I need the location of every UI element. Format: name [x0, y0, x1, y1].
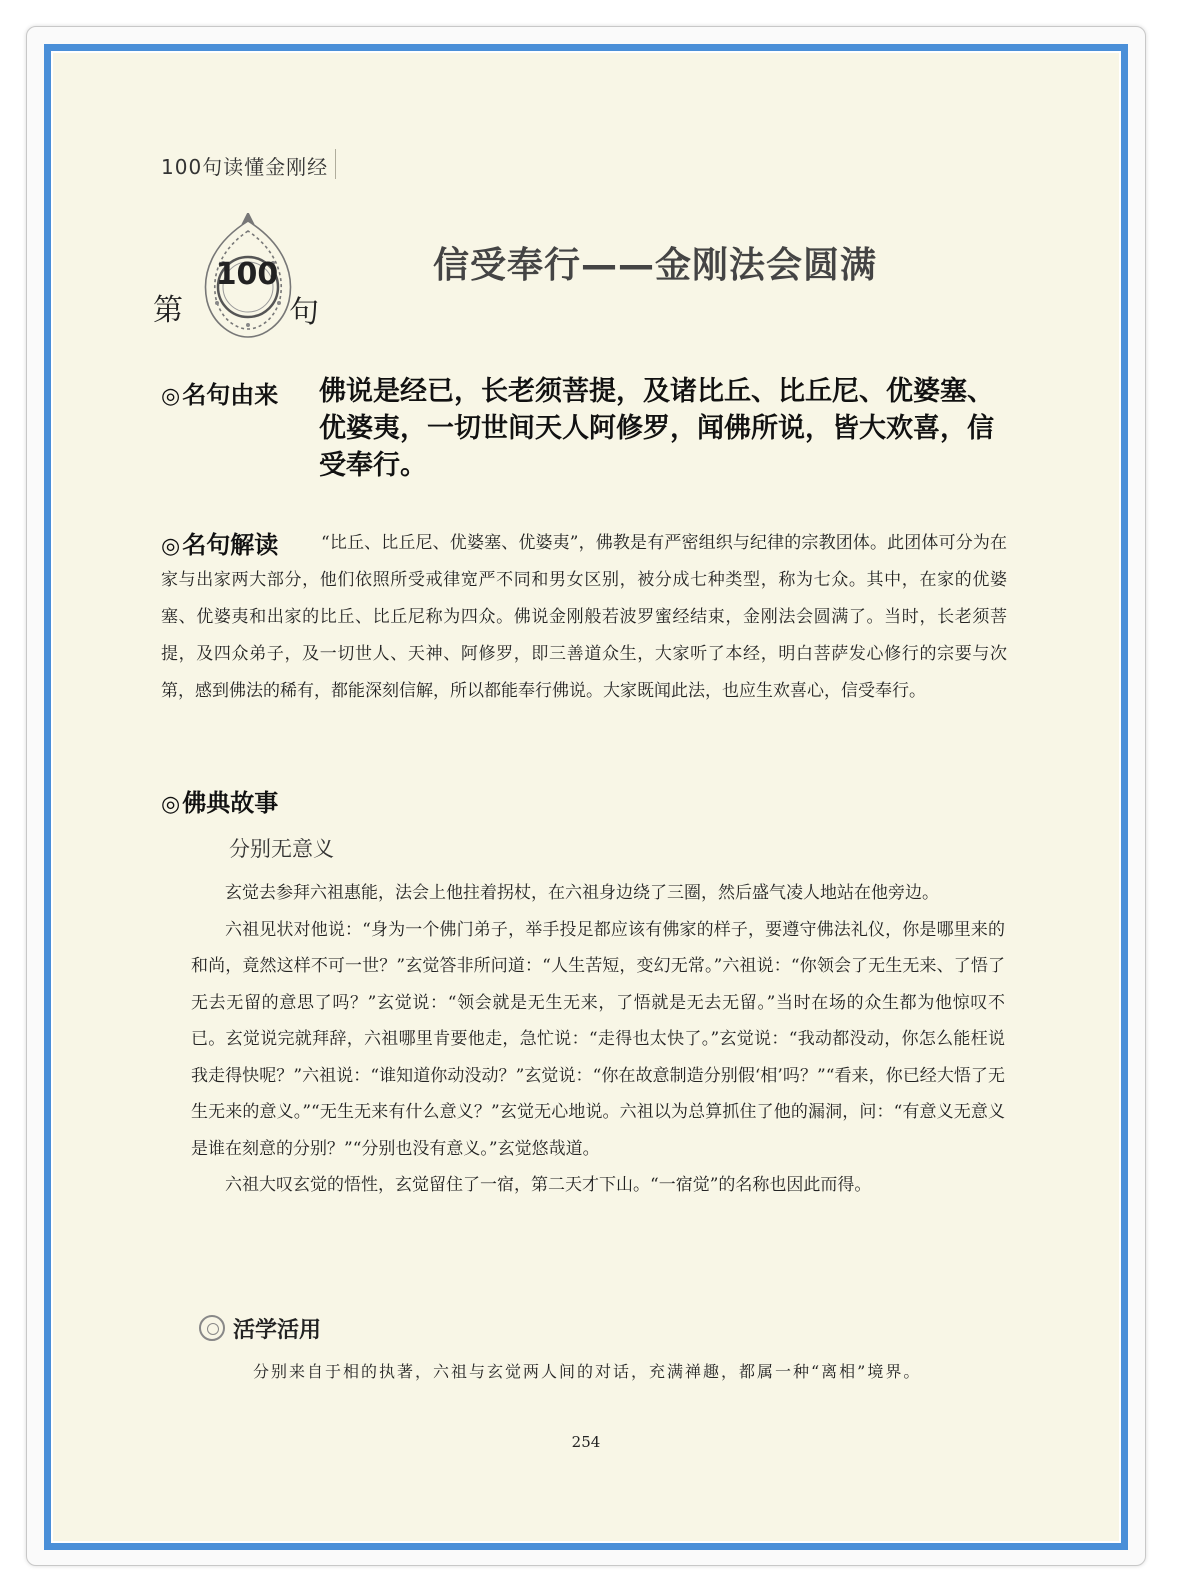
- paper: [51, 51, 1121, 1543]
- bullseye-icon: ◎: [161, 792, 181, 817]
- story-paragraph: 六祖大叹玄觉的悟性，玄觉留住了一宿，第二天才下山。“一宿觉”的名称也因此而得。: [225, 1175, 872, 1195]
- chapter-title: 信受奉行——金刚法会圆满: [433, 245, 878, 286]
- ordinal-suffix: 句: [289, 295, 319, 330]
- running-head-rule: [335, 149, 336, 179]
- story-heading: [161, 783, 278, 818]
- story-body: [191, 875, 1005, 1204]
- interpretation-text: “比丘、比丘尼、优婆塞、优婆夷”，佛教是有严密组织与纪律的宗教团体。此团体可分为在家与出家两大部分，他们依照所受戒律宽严不同和男女区别，被分成七种类型，称为七众。其中，在家的优婆塞、优婆夷和出家的比丘、比丘尼称为四众。佛说金刚般若波罗蜜经结束，金刚法会圆满了。当时，长老须菩提，及四众弟子，及一切世人、天神、阿修罗，即三善道众生，大家听了本经，明白菩萨发心修行的宗要与次第，感到佛法的稀有，都能深刻信解，所以都能奉行佛说。大家既闻此法，也应生欢喜心，信受奉行。: [161, 533, 1007, 701]
- ordinal-prefix: 第: [153, 293, 183, 328]
- story-title: 分别无意义: [229, 837, 334, 861]
- bullseye-icon: ◎: [161, 384, 181, 409]
- story-heading-label: 佛典故事: [182, 789, 279, 817]
- sentence-number: 100: [215, 257, 279, 292]
- origin-heading-label: 名句由来: [182, 381, 279, 409]
- interpretation-body: [161, 525, 1007, 710]
- origin-quote: 佛说是经已，长老须菩提，及诸比丘、比丘尼、优婆塞、优婆夷，一切世间天人阿修罗，闻佛所说，皆大欢喜，信受奉行。: [319, 376, 994, 481]
- page-border: [44, 44, 1128, 1550]
- story-paragraph: 六祖见状对他说：“身为一个佛门弟子，举手投足都应该有佛家的样子，要遵守佛法礼仪，你是哪里来的和尚，竟然这样不可一世？”玄觉答非所问道：“人生苦短，变幻无常。”六祖说：“你领会了无生无来、了悟了无去无留的意思了吗？”玄觉说：“领会就是无生无来，了悟就是无去无留。”当时在场的众生都为他惊叹不已。玄觉说完就拜辞，六祖哪里肯要他走，急忙说：“走得也太快了。”玄觉说：“我动都没动，你怎么能枉说我走得快呢？”六祖说：“谁知道你动没动？”玄觉说：“你在故意制造分别假‘相’吗？”“看来，你已经大悟了无生无来的意义。”“无生无来有什么意义？”玄觉无心地说。六祖以为总算抓住了他的漏洞，问：“有意义无意义是谁在刻意的分别？”“分别也没有意义。”玄觉悠哉道。: [191, 919, 1005, 1159]
- application-heading: 活学活用: [233, 1318, 322, 1343]
- origin-heading: [161, 375, 278, 410]
- page-number: 254: [571, 1433, 601, 1451]
- book-page: [53, 53, 1119, 1541]
- story-paragraph: 玄觉去参拜六祖惠能，法会上他拄着拐杖，在六祖身边绕了三圈，然后盛气凌人地站在他旁边。: [225, 883, 939, 903]
- application-text: 分别来自于相的执著，六祖与玄觉两人间的对话，充满禅趣，都属一种“离相”境界。: [253, 1362, 922, 1381]
- bullseye-icon: ◎: [161, 534, 181, 559]
- interpretation-heading-label: 名句解读: [182, 531, 279, 559]
- running-head: 100句读懂金刚经: [161, 155, 329, 179]
- circle-ornament-icon: [199, 1315, 225, 1341]
